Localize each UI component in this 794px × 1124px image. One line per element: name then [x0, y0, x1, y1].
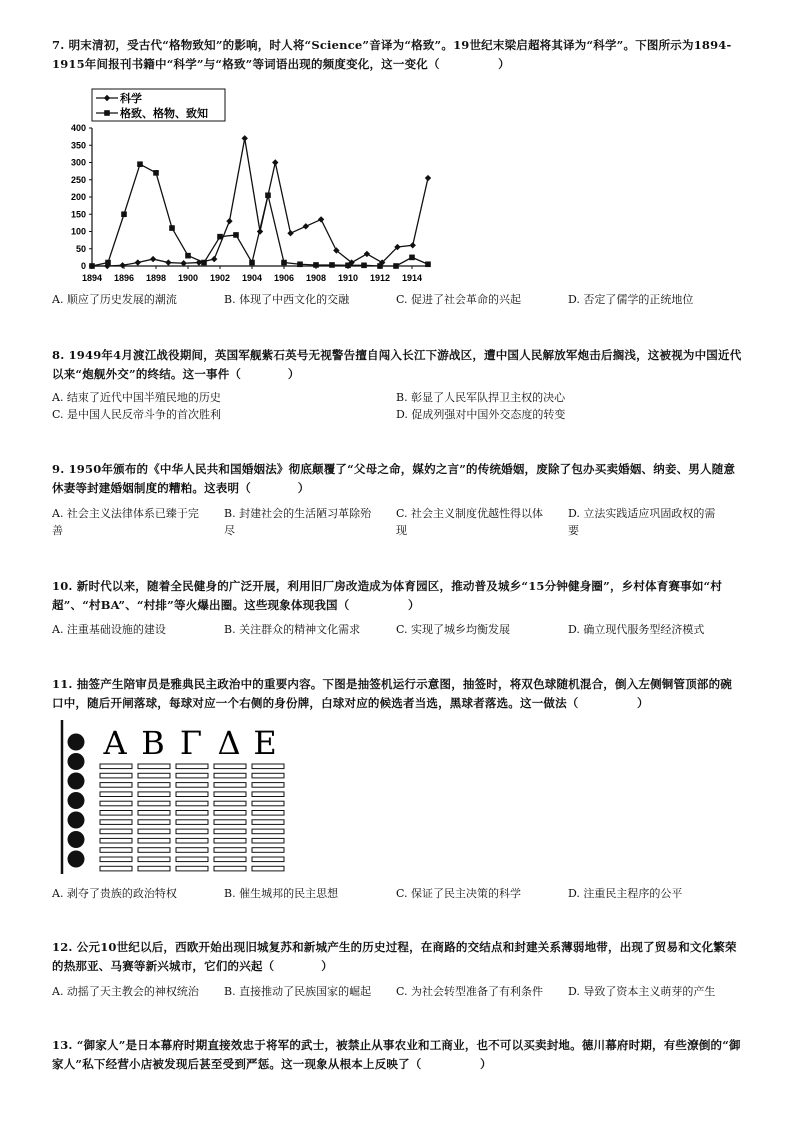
identity-token-slot [176, 773, 208, 778]
identity-token-slot [176, 829, 208, 834]
identity-token-slot [252, 783, 284, 788]
series-point-square [377, 263, 383, 269]
question-11 [52, 675, 742, 713]
series-point-square [249, 260, 255, 266]
option-a[interactable]: A. 顺应了历史发展的潮流 [52, 293, 177, 306]
identity-token-slot [138, 857, 170, 862]
series-point-diamond [287, 230, 293, 236]
question-10 [52, 577, 742, 615]
identity-token-slot [214, 829, 246, 834]
option-a[interactable]: A. 剥夺了贵族的政治特权 [52, 887, 177, 900]
y-tick-label: 100 [70, 226, 86, 237]
identity-token-slot [214, 773, 246, 778]
option-d[interactable]: D. 确立现代服务型经济模式 [568, 623, 705, 636]
identity-token-slot [176, 792, 208, 797]
black-ball [68, 753, 85, 770]
identity-token-slot [138, 820, 170, 825]
series-point-square [153, 170, 159, 176]
x-tick-label: 1900 [177, 273, 199, 283]
option-c[interactable]: C. 是中国人民反帝斗争的首次胜利 [52, 408, 222, 421]
series-point-diamond [150, 256, 156, 262]
option-a[interactable]: A. 结束了近代中国半殖民地的历史 [52, 391, 221, 404]
question-stem: 7. 明末清初，受古代“格物致知”的影响，时人将“Science”音译为“格致”。19世纪末梁启超将其译为“科学”。下图所示为1894-1915年间报刊书籍中“科学”与“格致”等词语出现的频度变化，这一变化（ ） [52, 38, 732, 71]
legend-label: 科学 [120, 92, 142, 105]
y-tick-label: 350 [70, 140, 86, 151]
identity-token-slot [176, 857, 208, 862]
series-point-square [233, 232, 239, 238]
series-point-diamond [272, 159, 278, 165]
black-ball [68, 792, 85, 809]
series-point-square [393, 263, 399, 269]
option-c[interactable]: C. 为社会转型准备了有利条件 [396, 985, 544, 998]
y-tick-label: 50 [75, 243, 86, 254]
series-point-square [409, 255, 415, 261]
black-ball [68, 773, 85, 790]
question-9 [52, 460, 742, 498]
identity-token-slot [176, 811, 208, 816]
option-a[interactable]: A. 注重基础设施的建设 [52, 623, 166, 636]
option-d[interactable]: D. 否定了儒学的正统地位 [568, 293, 694, 306]
option-d[interactable]: D. 促成列强对中国外交态度的转变 [396, 408, 566, 421]
x-tick-label: 1906 [273, 273, 295, 283]
x-tick-label: 1898 [145, 273, 167, 283]
identity-token-slot [176, 866, 208, 871]
identity-token-slot [176, 820, 208, 825]
x-tick-label: 1904 [241, 273, 263, 283]
y-tick-label: 250 [70, 174, 86, 185]
series-line-1 [92, 138, 428, 266]
series-point-diamond [211, 256, 217, 262]
identity-tokens-grid [100, 764, 284, 871]
option-b[interactable]: B. 直接推动了民族国家的崛起 [224, 985, 372, 998]
black-ball [68, 831, 85, 848]
identity-token-slot [252, 820, 284, 825]
option-b[interactable]: B. 彰显了人民军队捍卫主权的决心 [396, 391, 566, 404]
option-b[interactable]: B. 关注群众的精神文化需求 [224, 623, 361, 636]
identity-token-slot [214, 764, 246, 769]
option-c[interactable]: C. 保证了民主决策的科学 [396, 887, 522, 900]
identity-token-slot [252, 838, 284, 843]
identity-token-slot [252, 773, 284, 778]
option-a[interactable]: A. 动摇了天主教会的神权统治 [52, 985, 199, 998]
identity-token-slot [252, 857, 284, 862]
identity-token-slot [176, 848, 208, 853]
identity-token-slot [100, 801, 132, 806]
black-ball [68, 851, 85, 868]
identity-token-slot [138, 792, 170, 797]
identity-token-slot [100, 764, 132, 769]
series-point-square [217, 234, 223, 240]
identity-token-slot [100, 811, 132, 816]
option-b[interactable]: B. 体现了中西文化的交融 [224, 293, 350, 306]
identity-token-slot [138, 783, 170, 788]
identity-token-slot [214, 792, 246, 797]
letter-beta: Β [141, 724, 165, 762]
series-point-square [169, 225, 175, 231]
question-stem: 12. 公元10世纪以后，西欧开始出现旧城复苏和新城产生的历史过程，在商路的交结点和封建关系薄弱地带，出现了贸易和文化繁荣的热那亚、马赛等新兴城市，它们的兴起（ ） [52, 940, 737, 973]
question-stem: 8. 1949年4月渡江战役期间，英国军舰紫石英号无视警告擅自闯入长江下游战区，遭中国人民解放军炮击后搁浅，这被视为中国近代以来“炮舰外交”的终结。这一事件（ ） [52, 348, 742, 381]
x-tick-label: 1914 [401, 273, 423, 283]
identity-token-slot [138, 866, 170, 871]
identity-token-slot [100, 848, 132, 853]
option-b[interactable]: B. 封建社会的生活陋习革除殆尽 [224, 507, 372, 537]
series-line-2 [92, 164, 428, 266]
identity-token-slot [176, 764, 208, 769]
identity-token-slot [252, 866, 284, 871]
lottery-machine-diagram [60, 718, 290, 876]
series-point-square [329, 262, 335, 268]
option-d[interactable]: D. 立法实践适应巩固政权的需要 [568, 507, 716, 537]
option-c[interactable]: C. 促进了社会革命的兴起 [396, 293, 522, 306]
tribe-letters [102, 724, 276, 762]
question-stem: 9. 1950年颁布的《中华人民共和国婚姻法》彻底颠覆了“父母之命，媒妁之言”的传统婚姻，废除了包办买卖婚姻、纳妾、男人随意休妻等封建婚姻制度的糟粕。这表明（ ） [52, 462, 736, 495]
identity-token-slot [100, 783, 132, 788]
identity-token-slot [176, 783, 208, 788]
y-tick-label: 400 [70, 123, 86, 133]
series-point-square [201, 260, 207, 266]
identity-token-slot [252, 848, 284, 853]
y-tick-label: 300 [70, 157, 86, 168]
identity-token-slot [176, 801, 208, 806]
identity-token-slot [214, 801, 246, 806]
identity-token-slot [138, 764, 170, 769]
identity-token-slot [138, 838, 170, 843]
series-point-square [185, 253, 191, 259]
identity-token-slot [214, 838, 246, 843]
identity-token-slot [138, 801, 170, 806]
legend-marker-square [104, 110, 110, 116]
series-point-diamond [165, 259, 171, 265]
lottery-balls [68, 734, 85, 868]
letter-gamma: Γ [179, 724, 203, 762]
y-tick-label: 150 [70, 209, 86, 220]
series-point-diamond [226, 218, 232, 224]
identity-token-slot [100, 838, 132, 843]
series-point-square [89, 263, 95, 269]
series-point-diamond [318, 216, 324, 222]
question-stem: 11. 抽签产生陪审员是雅典民主政治中的重要内容。下图是抽签机运行示意图，抽签时，将双色球随机混合，倒入左侧铜管顶部的碗口中，随后开闸落球，每球对应一个右侧的身份牌，白球对应的候选者当选，黑球者落选。这一做法（ ） [52, 677, 733, 710]
series-point-square [345, 263, 351, 269]
letter-epsilon: Ε [253, 724, 277, 762]
series-point-diamond [425, 175, 431, 181]
series-point-square [265, 192, 271, 198]
question-13 [52, 1036, 742, 1074]
x-tick-label: 1908 [305, 273, 327, 283]
identity-token-slot [252, 811, 284, 816]
identity-token-slot [214, 857, 246, 862]
identity-token-slot [214, 783, 246, 788]
identity-token-slot [138, 773, 170, 778]
identity-token-slot [138, 829, 170, 834]
letter-alpha: Α [103, 724, 127, 762]
series-point-square [105, 260, 111, 266]
x-tick-label: 1896 [113, 273, 135, 283]
series-point-square [121, 211, 127, 217]
identity-token-slot [176, 838, 208, 843]
x-tick-label: 1912 [369, 273, 391, 283]
series-point-square [361, 263, 367, 269]
identity-token-slot [100, 773, 132, 778]
series-point-square [425, 261, 431, 267]
legend-label: 格致、格物、致知 [120, 107, 208, 120]
identity-token-slot [100, 792, 132, 797]
x-tick-label: 1894 [81, 273, 103, 283]
identity-token-slot [100, 820, 132, 825]
identity-token-slot [138, 848, 170, 853]
option-a[interactable]: A. 社会主义法律体系已臻于完善 [52, 507, 199, 537]
option-d[interactable]: D. 导致了资本主义萌芽的产生 [568, 985, 716, 998]
series-point-diamond [364, 251, 370, 257]
option-b[interactable]: B. 催生城邦的民主思想 [224, 887, 339, 900]
identity-token-slot [252, 792, 284, 797]
series-point-diamond [303, 223, 309, 229]
identity-token-slot [214, 866, 246, 871]
series-point-square [137, 161, 143, 167]
series-point-diamond [135, 259, 141, 265]
frequency-line-chart [52, 88, 442, 288]
identity-token-slot [252, 764, 284, 769]
series-point-square [313, 262, 319, 268]
identity-token-slot [214, 848, 246, 853]
series-point-square [281, 260, 287, 266]
series-point-diamond [242, 135, 248, 141]
option-d[interactable]: D. 注重民主程序的公平 [568, 887, 683, 900]
x-tick-label: 1910 [337, 273, 359, 283]
black-ball [68, 734, 85, 751]
identity-token-slot [252, 801, 284, 806]
y-tick-label: 200 [70, 192, 86, 202]
question-stem: 13. “御家人”是日本幕府时期直接效忠于将军的武士，被禁止从事农业和工商业，也不可以买卖封地。德川幕府时期，有些潦倒的“御家人”私下经营小店被发现后甚至受到严惩。这一现象从根本上反映了（ ） [52, 1038, 741, 1071]
identity-token-slot [100, 857, 132, 862]
series-point-square [297, 261, 303, 267]
identity-token-slot [100, 866, 132, 871]
question-8 [52, 346, 742, 384]
identity-token-slot [214, 820, 246, 825]
x-tick-label: 1902 [209, 273, 231, 283]
identity-token-slot [252, 829, 284, 834]
y-tick-label: 0 [80, 261, 86, 271]
question-12 [52, 938, 742, 976]
series-point-diamond [410, 242, 416, 248]
identity-token-slot [214, 811, 246, 816]
question-7 [52, 36, 742, 74]
series-point-diamond [119, 262, 125, 268]
option-c[interactable]: C. 实现了城乡均衡发展 [396, 623, 511, 636]
identity-token-slot [138, 811, 170, 816]
black-ball [68, 812, 85, 829]
letter-delta: Δ [217, 724, 241, 762]
identity-token-slot [100, 829, 132, 834]
option-c[interactable]: C. 社会主义制度优越性得以体现 [396, 507, 544, 537]
question-stem: 10. 新时代以来，随着全民健身的广泛开展，利用旧厂房改造成为体育园区，推动普及城乡“15分钟健身圈”，乡村体育赛事如“村超”、“村BA”、“村排”等火爆出圈。这些现象体现我国（ ） [52, 579, 723, 612]
